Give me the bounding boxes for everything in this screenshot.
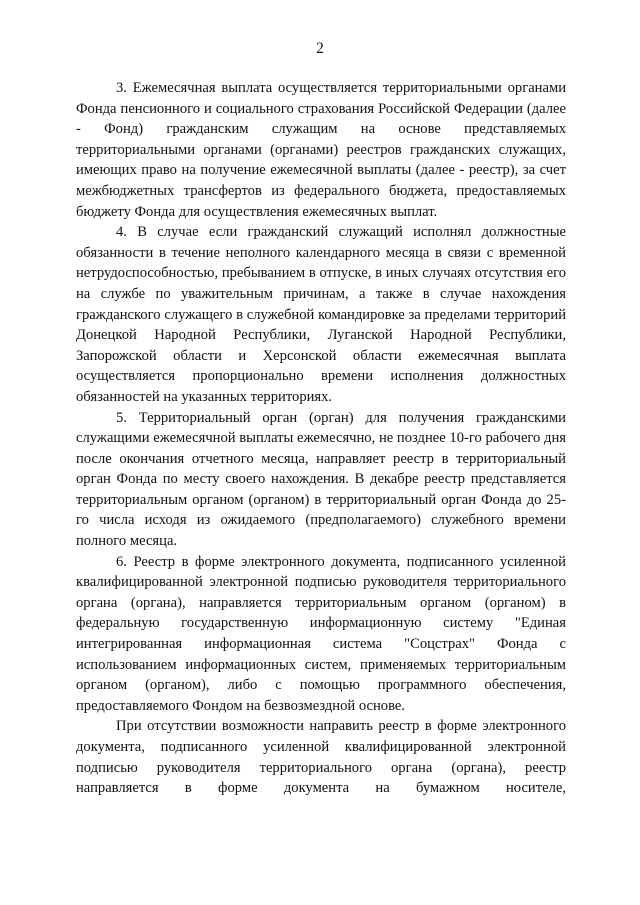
paragraph-4: 4. В случае если гражданский служащий исполнял должностные обязанности в течение неполного календарного месяца в связи с временной нетрудоспособностью, пребыванием в отпуске, в иных случаях отсутствия его на службе по уважительным причинам, а также в случае нахождения гражданского служащего в служебной командировке за пределами территорий Донецкой Народной Республики, Луганской Народной Республики, Запорожской области и Херсонской области ежемесячная выплата осуществляется пропорционально времени исполнения должностных обязанностей на указанных территориях. bbox=[76, 224, 566, 405]
paragraph-6: 6. Реестр в форме электронного документа, подписанного усиленной квалифицированной электронной подписью руководителя территориального органа (органа), направляется территориальным органом (органом) в федеральную государственную информационную систему "Единая интегрированная информационная система "Соцстрах" Фонда с использованием информационных систем, применяемых территориальным органом (органом), либо с помощью программного обеспечения, предоставляемого Фондом на безвозмездной основе. bbox=[76, 553, 566, 714]
paragraph-5: 5. Территориальный орган (орган) для получения гражданскими служащими ежемесячной выплаты ежемесячно, не позднее 10-го рабочего дня после окончания отчетного месяца, направляет реестр в территориальный орган Фонда по месту своего нахождения. В декабре реестр представляется территориальным органом (органом) в территориальный орган Фонда до 25-го числа исходя из ожидаемого (предполагаемого) служебного времени полного месяца. bbox=[76, 409, 566, 550]
page-number: 2 bbox=[316, 40, 324, 57]
paragraph-3: 3. Ежемесячная выплата осуществляется территориальными органами Фонда пенсионного и социального страхования Российской Федерации (далее - Фонд) гражданским служащим на основе представляемых территориальными органами (органами) реестров гражданских служащих, имеющих право на получение ежемесячной выплаты (далее - реестр), за счет межбюджетных трансфертов из федерального бюджета, предоставляемых бюджету Фонда для осуществления ежемесячных выплат. bbox=[76, 80, 566, 220]
document-body bbox=[76, 78, 566, 799]
paragraph-6-continuation: При отсутствии возможности направить реестр в форме электронного документа, подписанного усиленной квалифицированной электронной подписью руководителя территориального органа (органа), реестр направляется в форме документа на бумажном носителе, bbox=[76, 718, 566, 797]
